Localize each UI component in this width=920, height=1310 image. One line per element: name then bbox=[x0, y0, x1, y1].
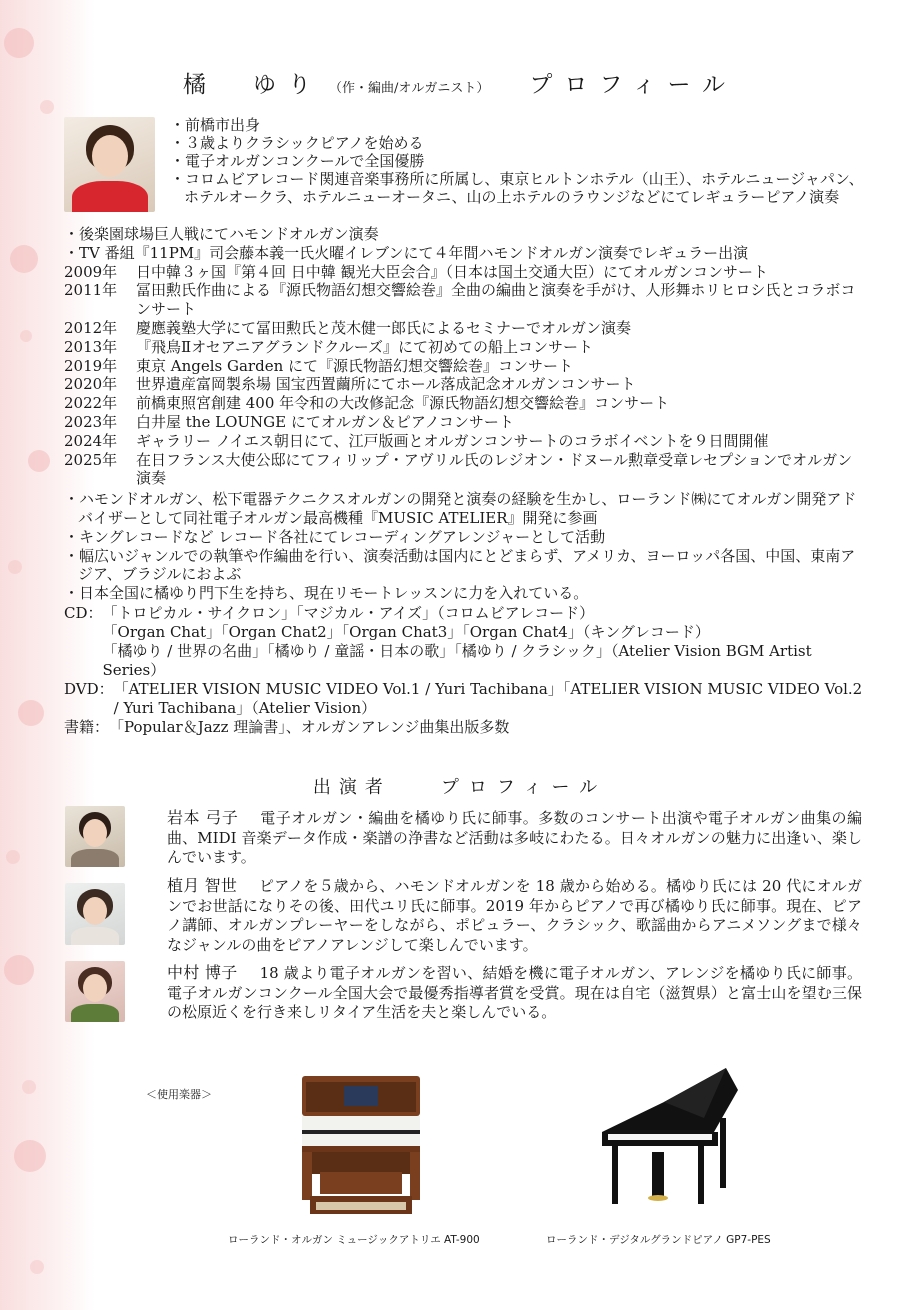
history-row: 2020年 世界遺産富岡製糸場 国宝西置繭所にてホール落成記念オルガンコンサート bbox=[64, 375, 636, 394]
career-history bbox=[64, 225, 864, 603]
list-item: ・ 前橋市出身 bbox=[170, 116, 870, 134]
history-row: 2013年 『飛鳥Ⅱオセアニアグランドクルーズ』にて初めての船上コンサート bbox=[64, 337, 594, 356]
performer-portrait bbox=[65, 806, 125, 867]
history-row: 2011年 冨田勲氏作曲による『源氏物語幻想交響絵巻』全曲の編曲と演奏を手がけ、人形舞ホリヒロシ氏とコラボコンサート bbox=[64, 281, 856, 319]
history-row: 2009年 日中韓３ヶ国『第４回 日中韓 観光大臣会合』（日本は国土交通大臣）にてオルガンコンサート bbox=[64, 262, 769, 281]
cd-row bbox=[64, 604, 864, 680]
blossom-icon bbox=[4, 28, 34, 58]
history-row: 2024年 ギャラリー ノイエス朝日にて、江戸版画とオルガンコンサートのコラボイベントを９日間開催 bbox=[64, 431, 769, 450]
cd-line: 「Organ Chat」「Organ Chat2」「Organ Chat3」「Organ Chat4」（キングレコード） bbox=[102, 623, 710, 641]
history-row: 2023年 白井屋 the LOUNGE にてオルガン＆ピアノコンサート bbox=[64, 412, 514, 431]
blossom-icon bbox=[10, 245, 38, 273]
artist-role: （作・編曲/オルガニスト） bbox=[328, 81, 490, 96]
list-item: ・ 後楽園球場巨人戦にてハモンドオルガン演奏 bbox=[64, 225, 864, 244]
performer-bio: 電子オルガン・編曲を橘ゆり氏に師事。多数のコンサート出演や電子オルガン曲集の編曲、MIDI 音楽データ作成・楽譜の浄書など活動は多岐にわたる。日々オルガンの魅力に出逢い、楽しんでいます。 bbox=[167, 809, 862, 866]
blossom-icon bbox=[18, 700, 44, 726]
page-title bbox=[0, 66, 920, 99]
piano-image bbox=[594, 1062, 744, 1212]
blossom-icon bbox=[14, 1140, 46, 1172]
performer-name: 植月 智世 bbox=[167, 876, 238, 895]
blossom-icon bbox=[20, 330, 32, 342]
artist-portrait bbox=[64, 117, 155, 212]
performer-entry bbox=[167, 808, 862, 868]
cd-line: 「トロピカル・サイクロン」「マジカル・アイズ」（コロムビアレコード） bbox=[102, 604, 595, 622]
performer-entry bbox=[167, 963, 862, 1023]
artist-name: 橘 ゆり bbox=[182, 72, 323, 98]
list-item: ・ 日本全国に橘ゆり門下生を持ち、現在リモートレッスンに力を入れている。 bbox=[64, 584, 864, 603]
book-label: 書籍： bbox=[64, 718, 110, 736]
list-item: ・ 幅広いジャンルでの執筆や作編曲を行い、演奏活動は国内にとどまらず、アメリカ、ヨーロッパ各国、中国、東南アジア、ブラジルにおよぶ bbox=[64, 547, 864, 585]
performers-heading: 出演者 プロフィール bbox=[312, 777, 608, 798]
history-row: 2012年 慶應義塾大学にて冨田勲氏と茂木健一郎氏によるセミナーでオルガン演奏 bbox=[64, 318, 632, 337]
profile-bullets bbox=[170, 116, 870, 206]
blossom-icon bbox=[22, 1080, 36, 1094]
history-row: 2019年 東京 Angels Garden にて『源氏物語幻想交響絵巻』コンサート bbox=[64, 356, 574, 375]
cd-label: CD： bbox=[64, 604, 103, 622]
book-row bbox=[64, 718, 864, 737]
list-item: ・ ３歳よりクラシックピアノを始める bbox=[170, 134, 870, 152]
performer-name: 岩本 弓子 bbox=[167, 808, 239, 827]
blossom-icon bbox=[28, 450, 50, 472]
list-item: ・ コロムビアレコード関連音楽事務所に所属し、東京ヒルトンホテル（山王）、ホテルニュージャパン、ホテルオークラ、ホテルニューオータニ、山の上ホテルのラウンジなどにてレギュラーピアノ演奏 bbox=[170, 170, 870, 206]
performer-name: 中村 博子 bbox=[167, 963, 238, 982]
organ-image bbox=[296, 1072, 426, 1220]
dvd-label: DVD： bbox=[64, 680, 114, 698]
list-item: ・ 電子オルガンコンクールで全国優勝 bbox=[170, 152, 870, 170]
dvd-row bbox=[64, 680, 864, 718]
history-row: 2022年 前橋東照宮創建 400 年令和の大改修記念『源氏物語幻想交響絵巻』コンサート bbox=[64, 394, 670, 413]
blossom-icon bbox=[30, 1260, 44, 1274]
piano-caption: ローランド・デジタルグランドピアノ GP7-PES bbox=[546, 1234, 771, 1246]
list-item: ・ キングレコードなど レコード各社にてレコーディングアレンジャーとして活動 bbox=[64, 528, 864, 547]
discography bbox=[64, 604, 864, 737]
performer-bio: ピアノを５歳から、ハモンドオルガンを 18 歳から始める。橘ゆり氏には 20 代にオルガンでお世話になりその後、田代ユリ氏に師事。2019 年からピアノで再び橘ゆり氏に師事。現在、ピアノ講師、オルガンプレーヤーをしながら、ポピュラー、クラシック、歌謡曲からアニメソングまで様々なジャンルの曲をピアノアレンジして楽しんでいます。 bbox=[167, 877, 862, 954]
organ-caption: ローランド・オルガン ミュージックアトリエ AT-900 bbox=[228, 1234, 480, 1246]
performer-portrait bbox=[65, 883, 125, 945]
instruments-label: ＜使用楽器＞ bbox=[146, 1088, 212, 1101]
blossom-icon bbox=[40, 100, 54, 114]
performer-bio: 18 歳より電子オルガンを習い、結婚を機に電子オルガン、アレンジを橘ゆり氏に師事。電子オルガンコンクール全国大会で最優秀指導者賞を受賞。現在は自宅（滋賀県）と富士山を望む三保の松原近くを行き来しリタイア生活を夫と楽しんでいる。 bbox=[167, 964, 863, 1021]
list-item: ・ ハモンドオルガン、松下電器テクニクスオルガンの開発と演奏の経験を生かし、ローランド㈱にてオルガン開発アドバイザーとして同社電子オルガン最高機種『MUSIC ATELIER』開発に参画 bbox=[64, 490, 864, 528]
dvd-text: 「ATELIER VISION MUSIC VIDEO Vol.1 / Yuri Tachibana」「ATELIER VISION MUSIC VIDEO Vol.2 / Yuri Tachibana」（Atelier Vision） bbox=[113, 680, 863, 717]
blossom-icon bbox=[8, 560, 22, 574]
cd-line: 「橘ゆり / 世界の名曲」「橘ゆり / 童謡・日本の歌」「橘ゆり / クラシック」（Atelier Vision BGM Artist Series） bbox=[102, 642, 812, 679]
history-row: 2025年 在日フランス大使公邸にてフィリップ・アヴリル氏のレジオン・ドヌール勲章受章レセプションでオルガン演奏 bbox=[64, 450, 853, 488]
performer-entry bbox=[167, 876, 862, 955]
profile-heading: プロフィール bbox=[529, 72, 738, 98]
blossom-icon bbox=[4, 955, 34, 985]
list-item: ・ TV 番組『11PM』司会藤本義一氏火曜イレブンにて４年間ハモンドオルガン演奏でレギュラー出演 bbox=[64, 244, 864, 263]
performer-portrait bbox=[65, 961, 125, 1022]
book-text: 「Popular＆Jazz 理論書」、オルガンアレンジ曲集出版多数 bbox=[109, 718, 510, 736]
blossom-icon bbox=[6, 850, 20, 864]
